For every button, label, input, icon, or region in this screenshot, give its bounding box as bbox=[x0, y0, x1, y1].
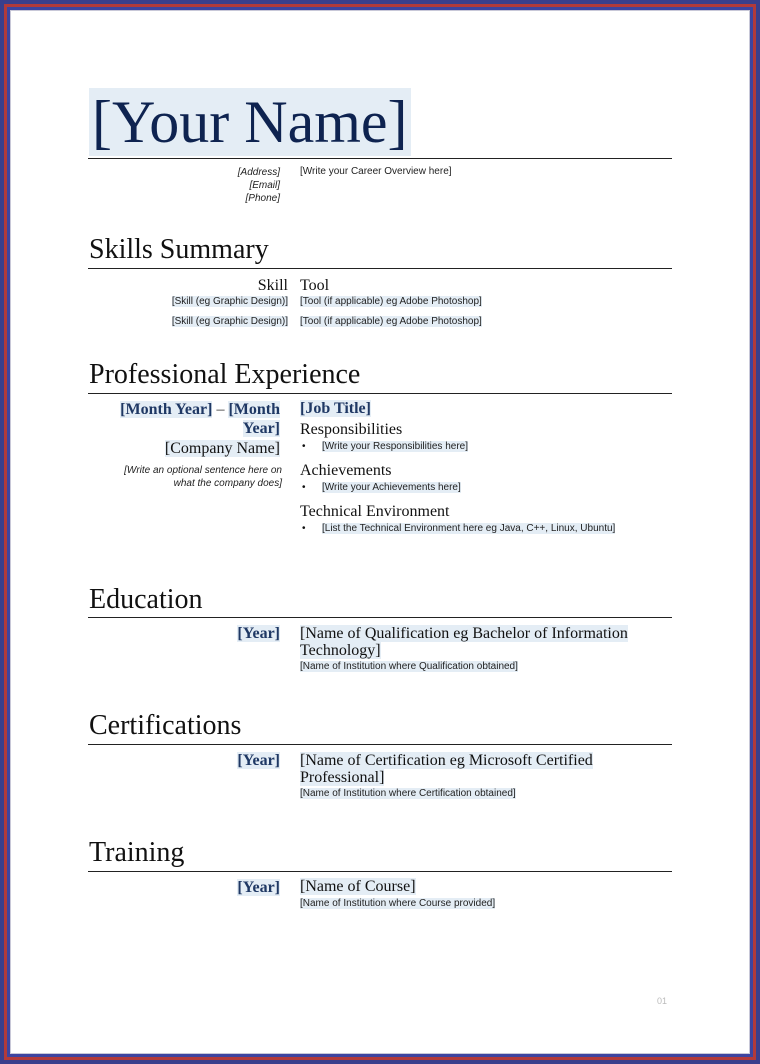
certifications-rule bbox=[88, 744, 672, 745]
job-title-text: [Job Title] bbox=[300, 400, 371, 417]
certification-name-line1: [Name of Certification eg Microsoft Certified bbox=[300, 752, 593, 769]
skill-row-2-tool bbox=[300, 316, 482, 327]
skill-row-1-tool-text: [Tool (if applicable) eg Adobe Photoshop] bbox=[300, 296, 482, 307]
date-end-line2: Year] bbox=[242, 420, 280, 437]
skill-row-1 bbox=[100, 296, 288, 307]
date-end-line1: [Month bbox=[228, 401, 280, 418]
skill-row-1-skill: [Skill (eg Graphic Design)] bbox=[171, 296, 288, 307]
contact-block bbox=[150, 166, 280, 205]
achievements-item-text: [Write your Achievements here] bbox=[322, 482, 461, 493]
education-qualification-line2: Technology] bbox=[300, 642, 381, 659]
resume-name: [Your Name] bbox=[89, 88, 411, 156]
education-year bbox=[180, 625, 280, 643]
certifications-heading: Certifications bbox=[89, 710, 242, 741]
email-text: [Email] bbox=[249, 180, 280, 191]
training-institution-text: [Name of Institution where Course provided] bbox=[300, 898, 496, 909]
company-desc-line1: [Write an optional sentence here on bbox=[124, 465, 282, 476]
education-institution-text: [Name of Institution where Qualification obtained] bbox=[300, 661, 518, 672]
skill-row-2 bbox=[100, 316, 288, 327]
skill-row-2-skill: [Skill (eg Graphic Design)] bbox=[171, 316, 288, 327]
training-course bbox=[300, 878, 416, 896]
responsibilities-item-text: [Write your Responsibilities here] bbox=[322, 441, 468, 452]
job-title bbox=[300, 400, 371, 418]
certification-name bbox=[300, 752, 593, 786]
experience-heading: Professional Experience bbox=[89, 359, 361, 390]
achievements-label: Achievements bbox=[300, 462, 392, 479]
training-year bbox=[180, 879, 280, 897]
career-overview: [Write your Career Overview here] bbox=[300, 166, 452, 177]
education-institution bbox=[300, 661, 518, 672]
certification-name-line2: Professional] bbox=[300, 769, 385, 786]
responsibilities-bullet: • bbox=[302, 441, 306, 452]
skills-col-tool: Tool bbox=[300, 277, 330, 294]
skill-row-1-tool bbox=[300, 296, 482, 307]
achievements-item bbox=[322, 482, 461, 493]
experience-dates bbox=[90, 400, 280, 458]
education-rule bbox=[88, 617, 672, 618]
date-separator: – bbox=[212, 401, 229, 418]
training-course-text: [Name of Course] bbox=[300, 878, 416, 895]
certification-institution-text: [Name of Institution where Certification obtained] bbox=[300, 788, 516, 799]
tech-environment-item bbox=[322, 523, 615, 534]
header-rule bbox=[88, 158, 672, 159]
skills-heading: Skills Summary bbox=[89, 234, 269, 265]
education-year-text: [Year] bbox=[237, 625, 280, 642]
tech-environment-bullet: • bbox=[302, 523, 306, 534]
responsibilities-item bbox=[322, 441, 468, 452]
certifications-year bbox=[180, 752, 280, 770]
training-heading: Training bbox=[89, 837, 185, 868]
company-desc-line2: what the company does] bbox=[173, 478, 282, 489]
company-name: [Company Name] bbox=[164, 440, 280, 457]
experience-rule bbox=[88, 393, 672, 394]
skill-row-2-tool-text: [Tool (if applicable) eg Adobe Photoshop] bbox=[300, 316, 482, 327]
training-rule bbox=[88, 871, 672, 872]
date-start: [Month Year] bbox=[120, 401, 213, 418]
responsibilities-label: Responsibilities bbox=[300, 421, 403, 438]
page-number: 01 bbox=[657, 996, 668, 1006]
training-year-text: [Year] bbox=[237, 879, 280, 896]
training-institution bbox=[300, 898, 495, 909]
company-description bbox=[90, 464, 282, 490]
skills-rule bbox=[88, 268, 672, 269]
certifications-year-text: [Year] bbox=[237, 752, 280, 769]
achievements-bullet: • bbox=[302, 482, 306, 493]
tech-environment-item-text: [List the Technical Environment here eg Java, C++, Linux, Ubuntu] bbox=[322, 523, 616, 534]
certification-institution bbox=[300, 788, 516, 799]
tech-environment-label: Technical Environment bbox=[300, 503, 450, 520]
education-heading: Education bbox=[89, 584, 203, 615]
skills-col-skill: Skill bbox=[257, 277, 288, 294]
education-qualification-line1: [Name of Qualification eg Bachelor of Information bbox=[300, 625, 628, 642]
education-qualification bbox=[300, 625, 628, 659]
phone-text: [Phone] bbox=[245, 193, 280, 204]
address-text: [Address] bbox=[237, 167, 280, 178]
